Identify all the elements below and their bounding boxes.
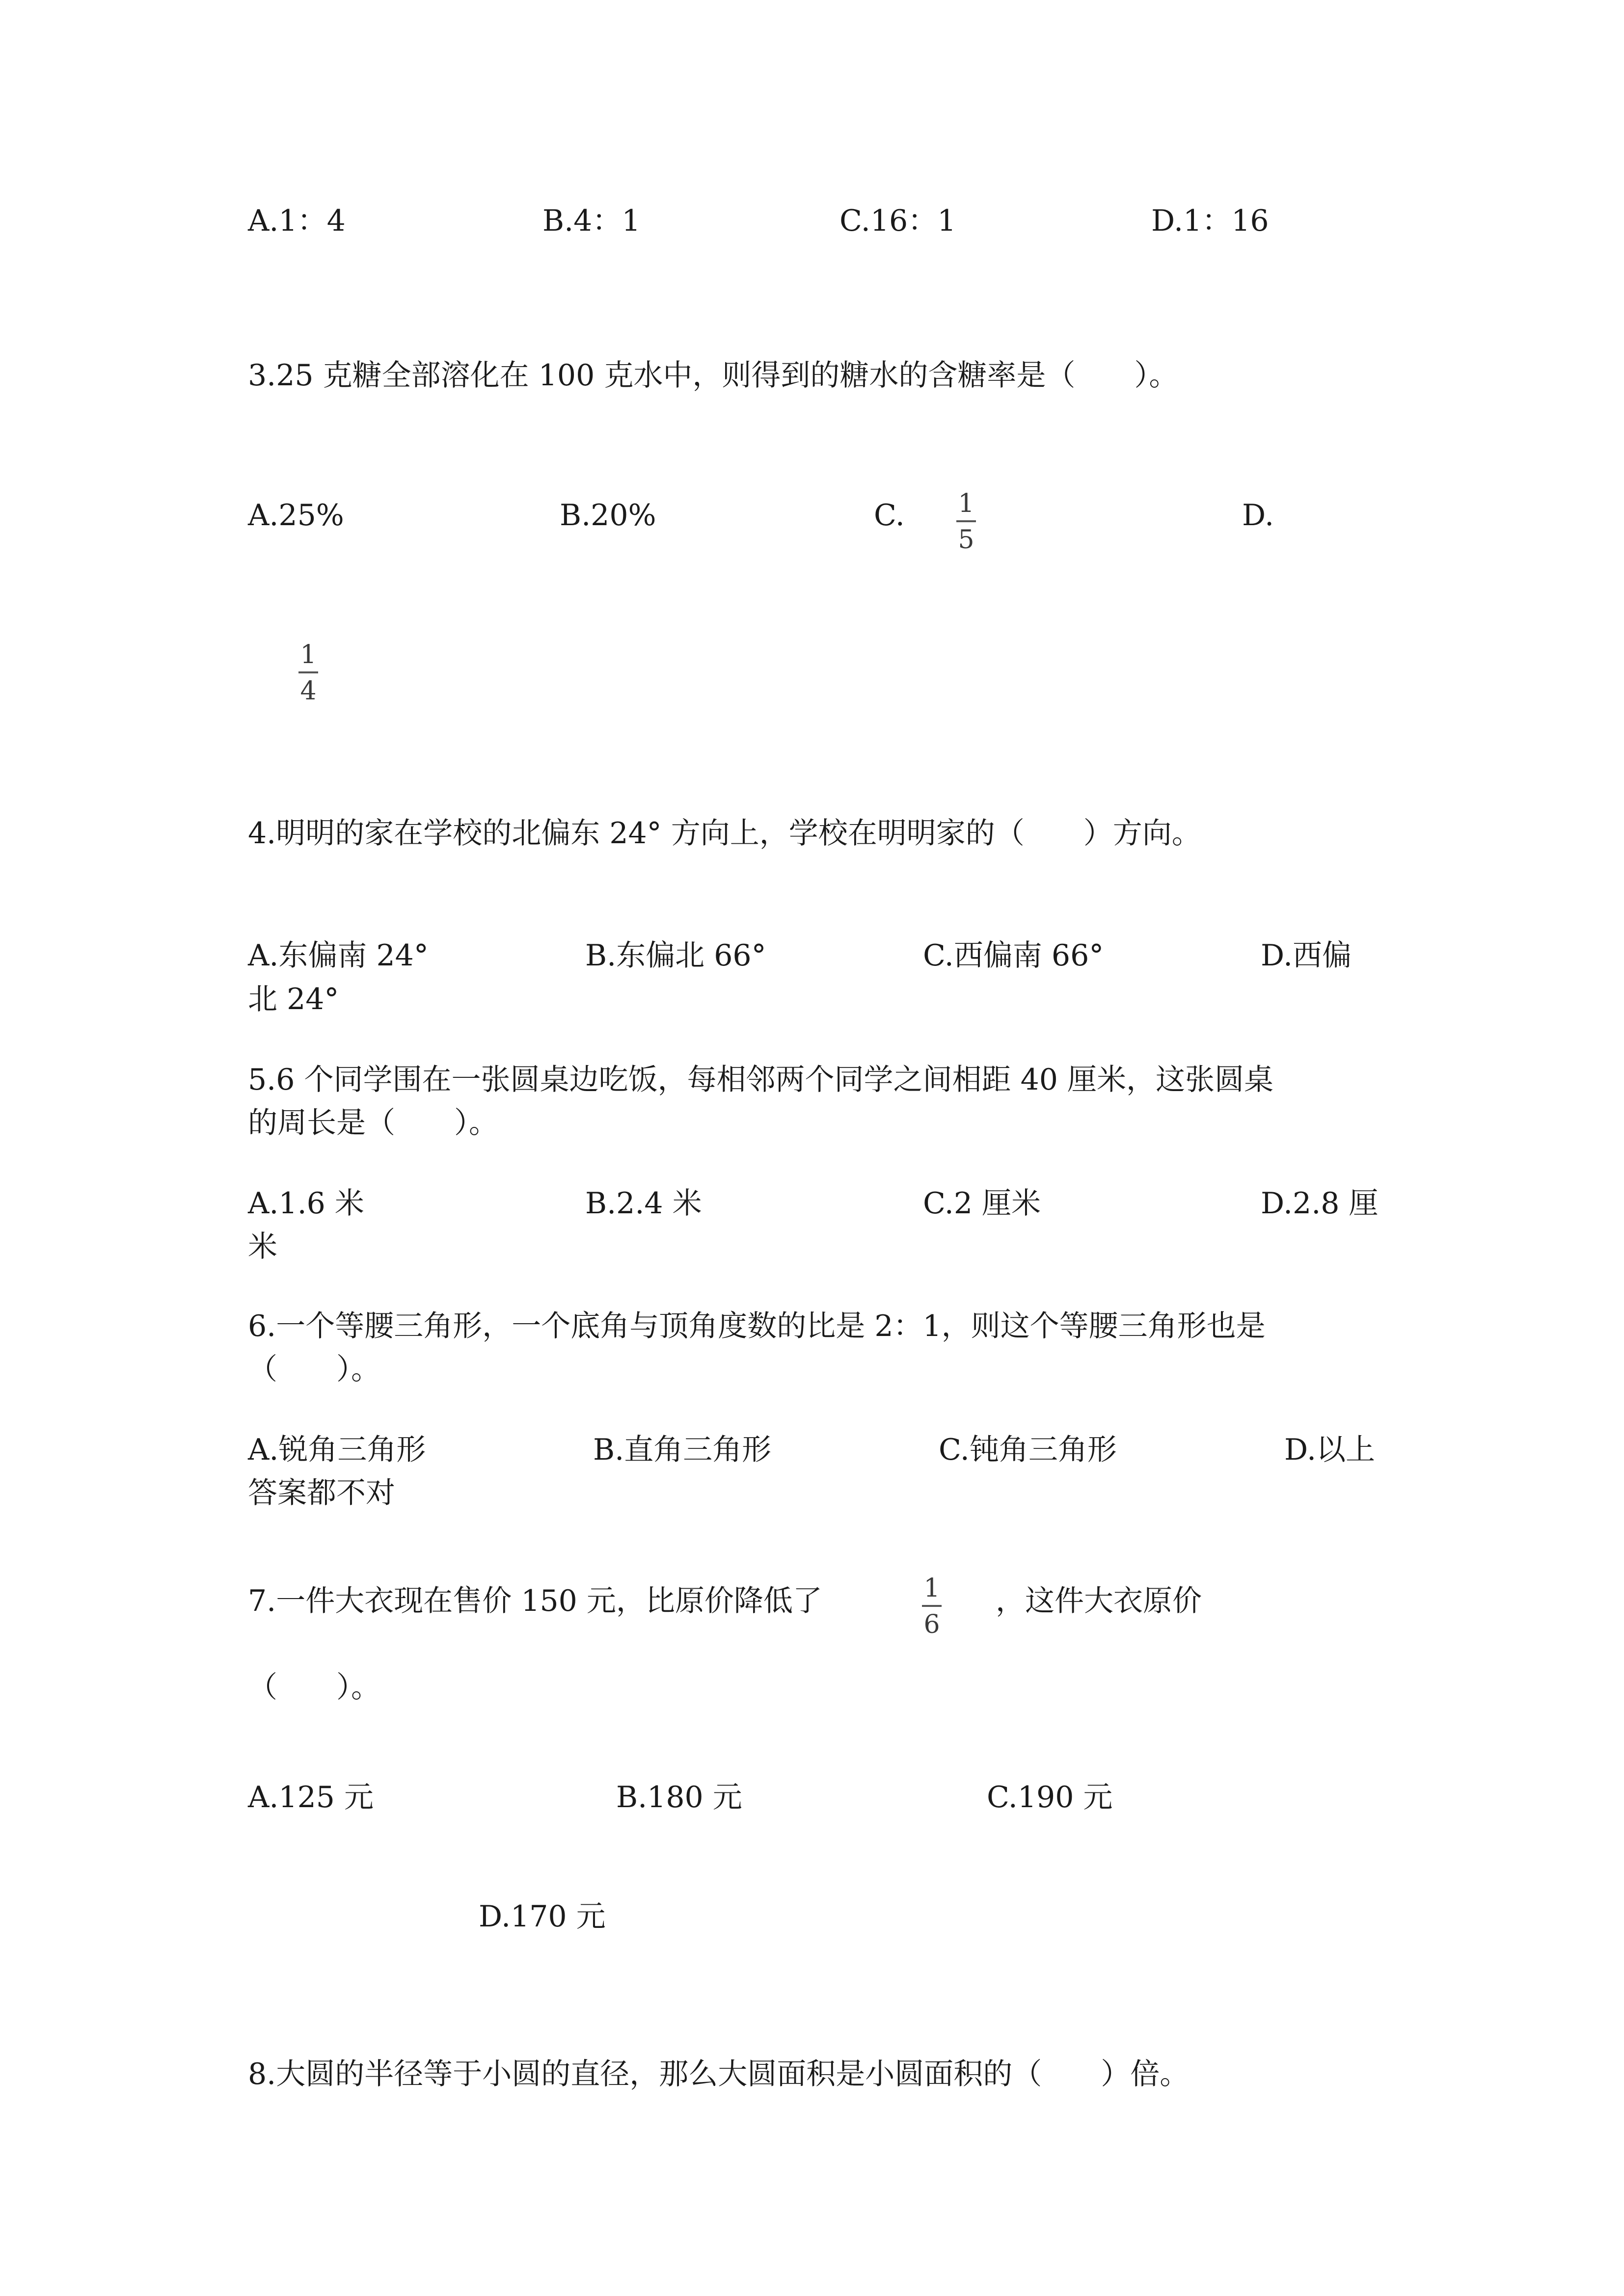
q3-option-a: A.25% <box>248 498 344 533</box>
q7-option-d: D.170 元 <box>479 1899 606 1934</box>
q4-option-c: C.西偏南 66° <box>923 938 1104 973</box>
q7-option-c: C.190 元 <box>987 1780 1113 1815</box>
q7-option-a: A.125 元 <box>248 1780 374 1815</box>
q6-option-d-continued: 答案都不对 <box>248 1476 395 1510</box>
q6-option-a: A.锐角三角形 <box>248 1433 426 1467</box>
q2-option-b: B.4：1 <box>542 204 641 238</box>
q7-option-b: B.180 元 <box>616 1780 742 1815</box>
fraction-bar <box>956 520 976 522</box>
q5-option-b: B.2.4 米 <box>585 1186 702 1221</box>
q5-option-a: A.1.6 米 <box>248 1186 364 1221</box>
fraction-denominator: 6 <box>923 1610 940 1639</box>
q4-option-d: D.西偏 <box>1261 938 1352 973</box>
fraction-numerator: 1 <box>958 489 974 518</box>
q7-stem-part2: ，这件大衣原价 <box>996 1584 1202 1618</box>
q2-option-c: C.16：1 <box>839 204 956 238</box>
q6-option-b: B.直角三角形 <box>593 1433 772 1467</box>
q4-option-b: B.东偏北 66° <box>585 938 766 973</box>
q8-stem: 8.大圆的半径等于小圆的直径，那么大圆面积是小圆面积的（ ）倍。 <box>248 2057 1190 2091</box>
q5-option-d: D.2.8 厘 <box>1261 1186 1379 1221</box>
q2-option-a: A.1：4 <box>248 204 346 238</box>
q2-option-d: D.1：16 <box>1151 204 1269 238</box>
q3-option-c-label: C. <box>874 498 905 533</box>
q6-stem-line2: （ ）。 <box>248 1352 380 1387</box>
fraction-denominator: 5 <box>958 525 974 555</box>
q6-stem-line1: 6.一个等腰三角形，一个底角与顶角度数的比是 2：1，则这个等腰三角形也是 <box>248 1309 1266 1343</box>
q4-option-a: A.东偏南 24° <box>248 938 429 973</box>
q3-option-d-label: D. <box>1242 498 1274 533</box>
q7-fraction <box>922 1575 942 1637</box>
q3-option-c-fraction <box>956 491 976 553</box>
q7-stem-line2: （ ）。 <box>248 1670 380 1705</box>
q6-option-d: D.以上 <box>1284 1433 1376 1467</box>
q3-stem: 3.25 克糖全部溶化在 100 克水中，则得到的糖水的含糖率是（ ）。 <box>248 358 1179 393</box>
fraction-bar <box>922 1605 942 1607</box>
q7-stem-part1: 7.一件大衣现在售价 150 元，比原价降低了 <box>248 1584 822 1618</box>
q3-option-d-fraction <box>298 642 318 704</box>
q4-stem: 4.明明的家在学校的北偏东 24° 方向上，学校在明明家的（ ）方向。 <box>248 816 1201 851</box>
q3-option-b: B.20% <box>560 498 656 533</box>
q5-stem-line2: 的周长是（ ）。 <box>248 1106 498 1140</box>
q5-option-c: C.2 厘米 <box>923 1186 1041 1221</box>
q4-option-d-continued: 北 24° <box>248 982 339 1016</box>
q5-stem-line1: 5.6 个同学围在一张圆桌边吃饭，每相邻两个同学之间相距 40 厘米，这张圆桌 <box>248 1063 1273 1097</box>
fraction-bar <box>298 671 318 673</box>
q6-option-c: C.钝角三角形 <box>939 1433 1117 1467</box>
fraction-numerator: 1 <box>923 1574 940 1603</box>
fraction-numerator: 1 <box>300 640 317 669</box>
fraction-denominator: 4 <box>300 676 317 706</box>
q5-option-d-continued: 米 <box>248 1229 277 1264</box>
